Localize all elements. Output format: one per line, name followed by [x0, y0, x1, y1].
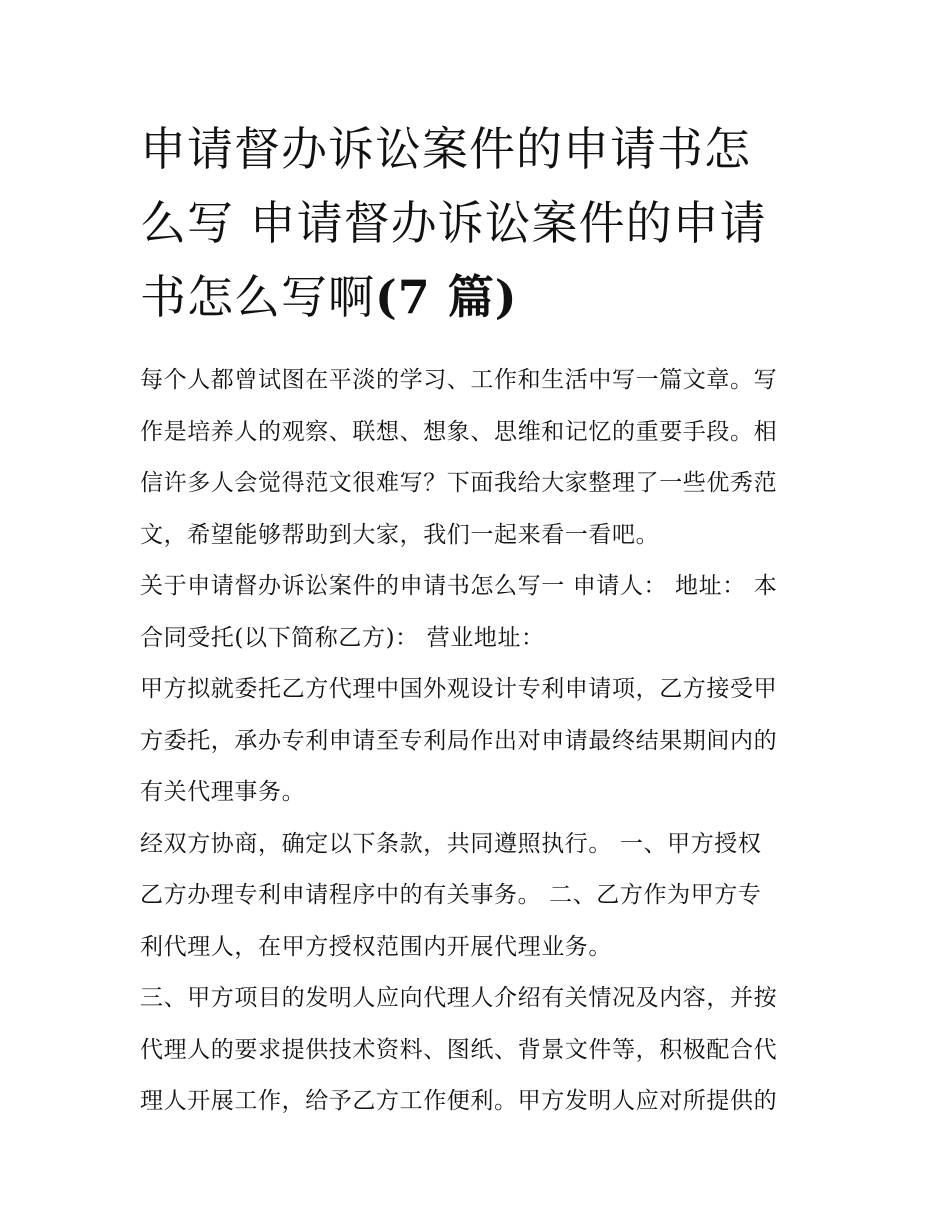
title-line: 么写 申请督办诉讼案件的申请 — [140, 196, 767, 250]
title-line: 书怎么写啊(7 篇) — [140, 270, 518, 324]
body-line: 经双方协商，确定以下条款，共同遵照执行。 一、甲方授权 — [140, 830, 762, 857]
body-line: 代理人的要求提供技术资料、图纸、背景文件等，积极配合代 — [140, 1036, 778, 1063]
body-line: 作是培养人的观察、联想、想象、思维和记忆的重要手段。相 — [140, 418, 778, 445]
body-line: 合同受托(以下简称乙方)： 营业地址： — [140, 624, 545, 651]
body-line: 文，希望能够帮助到大家，我们一起来看一看吧。 — [140, 521, 660, 548]
body-line: 方委托，承办专利申请至专利局作出对申请最终结果期间内的 — [140, 727, 778, 754]
body-line: 三、甲方项目的发明人应向代理人介绍有关情况及内容，并按 — [140, 985, 778, 1011]
body-line: 乙方办理专利申请程序中的有关事务。 二、乙方作为甲方专 — [140, 882, 762, 908]
body-line: 关于申请督办诉讼案件的申请书怎么写一 申请人： 地址： 本 — [140, 573, 778, 599]
body-line: 利代理人，在甲方授权范围内开展代理业务。 — [140, 933, 612, 960]
document-title — [140, 112, 820, 334]
title-count-fragment: (7 篇) — [375, 270, 518, 324]
document-body — [140, 355, 830, 1128]
body-line: 信许多人会觉得范文很难写？下面我给大家整理了一些优秀范 — [140, 470, 778, 496]
body-line: 理人开展工作，给予乙方工作便利。甲方发明人应对所提供的 — [140, 1088, 778, 1114]
title-line: 申请督办诉讼案件的申请书怎 — [140, 122, 751, 176]
body-line: 甲方拟就委托乙方代理中国外观设计专利申请项，乙方接受甲 — [140, 676, 778, 702]
body-line: 有关代理事务。 — [140, 779, 306, 805]
body-line: 每个人都曾试图在平淡的学习、工作和生活中写一篇文章。写 — [140, 367, 778, 393]
